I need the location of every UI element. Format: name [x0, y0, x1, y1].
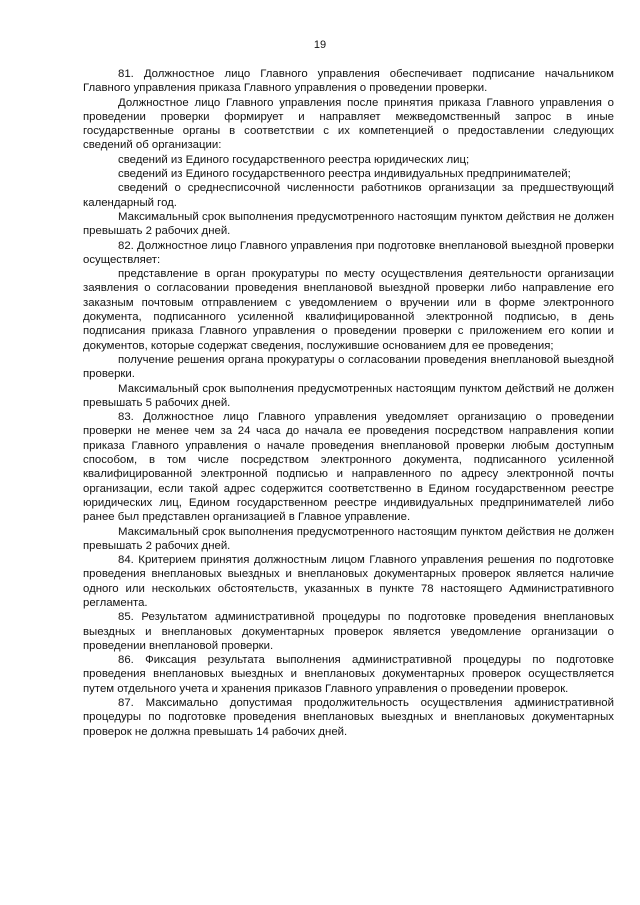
paragraph-87: 87. Максимально допустимая продолжительность осуществления административной процедуры по подготовке проведения внеплановых выездных и внеплановых документарных проверок не должна превышать 14 рабочих дней.: [83, 697, 614, 738]
list-item-prosecutor-decision: получение решения органа прокуратуры о согласовании проведения внеплановой выездной проверки.: [83, 353, 614, 381]
paragraph-85: 85. Результатом административной процедуры по подготовке проведения внеплановых выездных и внеплановых документарных проверок является уведомление организации о проведении внеплановой проверки.: [83, 611, 614, 652]
paragraph-81: 81. Должностное лицо Главного управления обеспечивает подписание начальником Главного управления приказа Главного управления о проведении проверки.: [83, 68, 614, 95]
paragraph-max-term-83: Максимальный срок выполнения предусмотренного настоящим пунктом действия не должен превышать 2 рабочих дней.: [83, 525, 614, 552]
list-item-prosecutor-application: представление в орган прокуратуры по месту осуществления деятельности организации заявления о согласовании проведения внеплановой выездной проверки либо направление его заказным почтовым отправлением с уведомлением о вручении или в форме электронного документа, подписанного усиленной квалифицированной электронной подписью, в день подписания приказа Главного управления о проведении проверки с приложением его копии и документов, которые содержат сведения, послужившие основанием для ее проведения;: [83, 268, 614, 352]
list-item-legal-entities-registry: сведений из Единого государственного реестра юридических лиц;: [118, 153, 470, 166]
paragraph-83: 83. Должностное лицо Главного управления уведомляет организацию о проведении проверки не менее чем за 24 часа до начала ее проведения посредством направления копии приказа Главного управления о начале проведения внеплановой проверки любым доступным способом, в том числе посредством электронного документа, подписанного усиленной квалифицированной электронной подписью и направленного по адресу электронной почты организации, если такой адрес содержится соответственно в Едином государственном реестре юридических лиц, Едином государственном реестре индивидуальных предпринимателей либо ранее был представлен организацией в Главное управление.: [83, 411, 614, 524]
list-item-headcount: сведений о среднесписочной численности работников организации за предшествующий календарный год.: [83, 182, 614, 209]
paragraph-86: 86. Фиксация результата выполнения административной процедуры по подготовке проведения внеплановых выездных и внеплановых документарных проверок осуществляется путем отдельного учета и хранения приказов Главного управления о проведении проверок.: [83, 654, 614, 695]
list-item-entrepreneurs-registry: сведений из Единого государственного реестра индивидуальных предпринимателей;: [118, 168, 571, 181]
paragraph-interagency-request: Должностное лицо Главного управления после принятия приказа Главного управления о проведении проверки формирует и направляет межведомственный запрос в иные государственные органы в соответствии с их компетенцией о предоставлении следующих сведений об организации:: [83, 96, 614, 152]
paragraph-max-term-81: Максимальный срок выполнения предусмотренного настоящим пунктом действия не должен превышать 2 рабочих дней.: [83, 210, 614, 238]
document-body: [83, 67, 614, 739]
paragraph-max-term-82: Максимальный срок выполнения предусмотренных настоящим пунктом действий не должен превышать 5 рабочих дней.: [83, 382, 614, 409]
page-number: 19: [313, 39, 327, 51]
paragraph-84: 84. Критерием принятия должностным лицом Главного управления решения по подготовке проведения внеплановых выездных и внеплановых документарных проверок является наличие одного или нескольких обстоятельств, указанных в пункте 78 настоящего Административного регламента.: [83, 554, 614, 609]
paragraph-82: 82. Должностное лицо Главного управления при подготовке внеплановой выездной проверки осуществляет:: [83, 239, 614, 266]
